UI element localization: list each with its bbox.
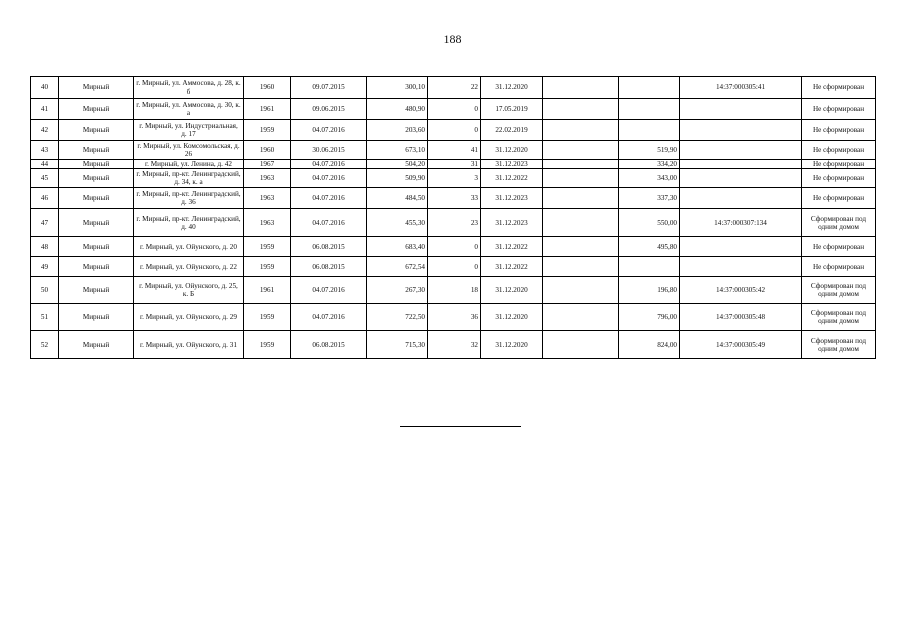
- address-cell: г. Мирный, ул. Ойунского, д. 31: [134, 331, 244, 359]
- status-cell: Не сформирован: [802, 257, 876, 277]
- year-cell: 1963: [244, 209, 291, 237]
- table-row: [31, 331, 876, 359]
- land-area-cell: 495,80: [619, 237, 680, 257]
- date-cell: 04.07.2016: [291, 304, 367, 331]
- status-cell: Не сформирован: [802, 188, 876, 209]
- settlement-cell: Мирный: [59, 277, 134, 304]
- cadastral-number-cell: 14:37:000307:134: [680, 209, 802, 237]
- row-number: 46: [31, 188, 59, 209]
- year-cell: 1961: [244, 99, 291, 120]
- year-cell: 1963: [244, 188, 291, 209]
- address-cell: г. Мирный, ул. Аммосова, д. 28, к. б: [134, 77, 244, 99]
- date-cell: 06.08.2015: [291, 331, 367, 359]
- empty-cell: [543, 99, 619, 120]
- deadline-cell: 31.12.2022: [481, 237, 543, 257]
- date-cell: 30.06.2015: [291, 141, 367, 160]
- area-cell: 484,50: [367, 188, 428, 209]
- cadastral-number-cell: 14:37:000305:49: [680, 331, 802, 359]
- table-row: [31, 304, 876, 331]
- row-number: 44: [31, 160, 59, 169]
- empty-cell: [543, 304, 619, 331]
- status-cell: Не сформирован: [802, 99, 876, 120]
- deadline-cell: 31.12.2020: [481, 277, 543, 304]
- land-area-cell: 519,90: [619, 141, 680, 160]
- empty-cell: [543, 277, 619, 304]
- date-cell: 09.06.2015: [291, 99, 367, 120]
- area-cell: 203,60: [367, 120, 428, 141]
- empty-cell: [543, 77, 619, 99]
- settlement-cell: Мирный: [59, 237, 134, 257]
- address-cell: г. Мирный, ул. Ойунского, д. 20: [134, 237, 244, 257]
- area-cell: 504,20: [367, 160, 428, 169]
- empty-cell: [543, 331, 619, 359]
- address-cell: г. Мирный, ул. Ойунского, д. 29: [134, 304, 244, 331]
- settlement-cell: Мирный: [59, 120, 134, 141]
- area-cell: 267,30: [367, 277, 428, 304]
- empty-cell: [543, 141, 619, 160]
- address-cell: г. Мирный, ул. Ойунского, д. 25, к. Б: [134, 277, 244, 304]
- empty-cell: [543, 160, 619, 169]
- table-row: [31, 188, 876, 209]
- empty-cell: [543, 120, 619, 141]
- row-number: 48: [31, 237, 59, 257]
- empty-cell: [543, 257, 619, 277]
- year-cell: 1959: [244, 304, 291, 331]
- deadline-cell: 31.12.2023: [481, 209, 543, 237]
- year-cell: 1963: [244, 169, 291, 188]
- settlement-cell: Мирный: [59, 160, 134, 169]
- settlement-cell: Мирный: [59, 331, 134, 359]
- year-cell: 1967: [244, 160, 291, 169]
- date-cell: 04.07.2016: [291, 120, 367, 141]
- residents-cell: 3: [428, 169, 481, 188]
- area-cell: 672,54: [367, 257, 428, 277]
- residents-cell: 31: [428, 160, 481, 169]
- table-row: [31, 77, 876, 99]
- cadastral-number-cell: [680, 120, 802, 141]
- table-row: [31, 237, 876, 257]
- row-number: 43: [31, 141, 59, 160]
- status-cell: Сформирован под одним домом: [802, 331, 876, 359]
- year-cell: 1959: [244, 331, 291, 359]
- area-cell: 683,40: [367, 237, 428, 257]
- row-number: 47: [31, 209, 59, 237]
- cadastral-number-cell: [680, 160, 802, 169]
- deadline-cell: 31.12.2023: [481, 188, 543, 209]
- row-number: 45: [31, 169, 59, 188]
- land-area-cell: 196,80: [619, 277, 680, 304]
- empty-cell: [543, 188, 619, 209]
- land-area-cell: [619, 120, 680, 141]
- land-area-cell: [619, 77, 680, 99]
- page-number: 188: [443, 32, 462, 46]
- table-row: [31, 257, 876, 277]
- land-area-cell: 796,00: [619, 304, 680, 331]
- table-row: [31, 277, 876, 304]
- residents-cell: 0: [428, 257, 481, 277]
- table-row: [31, 160, 876, 169]
- deadline-cell: 31.12.2020: [481, 331, 543, 359]
- settlement-cell: Мирный: [59, 169, 134, 188]
- residents-cell: 32: [428, 331, 481, 359]
- empty-cell: [543, 237, 619, 257]
- land-area-cell: 337,30: [619, 188, 680, 209]
- settlement-cell: Мирный: [59, 77, 134, 99]
- area-cell: 715,30: [367, 331, 428, 359]
- row-number: 51: [31, 304, 59, 331]
- deadline-cell: 31.12.2020: [481, 77, 543, 99]
- area-cell: 673,10: [367, 141, 428, 160]
- area-cell: 509,90: [367, 169, 428, 188]
- residents-cell: 18: [428, 277, 481, 304]
- residents-cell: 36: [428, 304, 481, 331]
- deadline-cell: 31.12.2022: [481, 257, 543, 277]
- deadline-cell: 31.12.2022: [481, 169, 543, 188]
- year-cell: 1960: [244, 77, 291, 99]
- address-cell: г. Мирный, ул. Комсомольская, д. 26: [134, 141, 244, 160]
- row-number: 41: [31, 99, 59, 120]
- cadastral-number-cell: [680, 99, 802, 120]
- table-row: [31, 99, 876, 120]
- cadastral-number-cell: [680, 237, 802, 257]
- land-area-cell: 824,00: [619, 331, 680, 359]
- date-cell: 04.07.2016: [291, 169, 367, 188]
- row-number: 40: [31, 77, 59, 99]
- year-cell: 1959: [244, 257, 291, 277]
- date-cell: 09.07.2015: [291, 77, 367, 99]
- date-cell: 06.08.2015: [291, 257, 367, 277]
- empty-cell: [543, 209, 619, 237]
- settlement-cell: Мирный: [59, 209, 134, 237]
- table-row: [31, 209, 876, 237]
- address-cell: г. Мирный, пр-кт. Ленинградский, д. 34, к. а: [134, 169, 244, 188]
- settlement-cell: Мирный: [59, 304, 134, 331]
- row-number: 42: [31, 120, 59, 141]
- deadline-cell: 31.12.2020: [481, 304, 543, 331]
- address-cell: г. Мирный, пр-кт. Ленинградский, д. 36: [134, 188, 244, 209]
- area-cell: 455,30: [367, 209, 428, 237]
- deadline-cell: 22.02.2019: [481, 120, 543, 141]
- status-cell: Сформирован под одним домом: [802, 277, 876, 304]
- row-number: 50: [31, 277, 59, 304]
- empty-cell: [543, 169, 619, 188]
- status-cell: Не сформирован: [802, 77, 876, 99]
- deadline-cell: 17.05.2019: [481, 99, 543, 120]
- land-area-cell: [619, 257, 680, 277]
- area-cell: 722,50: [367, 304, 428, 331]
- row-number: 49: [31, 257, 59, 277]
- year-cell: 1961: [244, 277, 291, 304]
- date-cell: 04.07.2016: [291, 209, 367, 237]
- status-cell: Не сформирован: [802, 120, 876, 141]
- area-cell: 480,90: [367, 99, 428, 120]
- status-cell: Сформирован под одним домом: [802, 209, 876, 237]
- residents-cell: 0: [428, 237, 481, 257]
- address-cell: г. Мирный, ул. Аммосова, д. 30, к. а: [134, 99, 244, 120]
- address-cell: г. Мирный, ул. Ойунского, д. 22: [134, 257, 244, 277]
- status-cell: Не сформирован: [802, 169, 876, 188]
- table-row: [31, 120, 876, 141]
- land-area-cell: 343,00: [619, 169, 680, 188]
- date-cell: 04.07.2016: [291, 160, 367, 169]
- row-number: 52: [31, 331, 59, 359]
- deadline-cell: 31.12.2020: [481, 141, 543, 160]
- cadastral-number-cell: [680, 169, 802, 188]
- status-cell: Сформирован под одним домом: [802, 304, 876, 331]
- deadline-cell: 31.12.2023: [481, 160, 543, 169]
- housing-registry-table: [30, 76, 876, 359]
- residents-cell: 41: [428, 141, 481, 160]
- residents-cell: 22: [428, 77, 481, 99]
- year-cell: 1959: [244, 237, 291, 257]
- settlement-cell: Мирный: [59, 188, 134, 209]
- address-cell: г. Мирный, ул. Ленина, д. 42: [134, 160, 244, 169]
- status-cell: Не сформирован: [802, 237, 876, 257]
- settlement-cell: Мирный: [59, 99, 134, 120]
- year-cell: 1959: [244, 120, 291, 141]
- address-cell: г. Мирный, ул. Индустриальная, д. 17: [134, 120, 244, 141]
- table-row: [31, 141, 876, 160]
- land-area-cell: 550,00: [619, 209, 680, 237]
- residents-cell: 23: [428, 209, 481, 237]
- residents-cell: 0: [428, 120, 481, 141]
- residents-cell: 33: [428, 188, 481, 209]
- date-cell: 04.07.2016: [291, 188, 367, 209]
- table-row: [31, 169, 876, 188]
- cadastral-number-cell: 14:37:000305:48: [680, 304, 802, 331]
- address-cell: г. Мирный, пр-кт. Ленинградский, д. 40: [134, 209, 244, 237]
- cadastral-number-cell: [680, 257, 802, 277]
- land-area-cell: [619, 99, 680, 120]
- status-cell: Не сформирован: [802, 141, 876, 160]
- cadastral-number-cell: 14:37:000305:41: [680, 77, 802, 99]
- cadastral-number-cell: 14:37:000305:42: [680, 277, 802, 304]
- settlement-cell: Мирный: [59, 141, 134, 160]
- footer-divider: [400, 426, 521, 427]
- cadastral-number-cell: [680, 141, 802, 160]
- year-cell: 1960: [244, 141, 291, 160]
- cadastral-number-cell: [680, 188, 802, 209]
- status-cell: Не сформирован: [802, 160, 876, 169]
- area-cell: 300,10: [367, 77, 428, 99]
- land-area-cell: 334,20: [619, 160, 680, 169]
- table-body: [31, 77, 876, 359]
- settlement-cell: Мирный: [59, 257, 134, 277]
- date-cell: 04.07.2016: [291, 277, 367, 304]
- date-cell: 06.08.2015: [291, 237, 367, 257]
- residents-cell: 0: [428, 99, 481, 120]
